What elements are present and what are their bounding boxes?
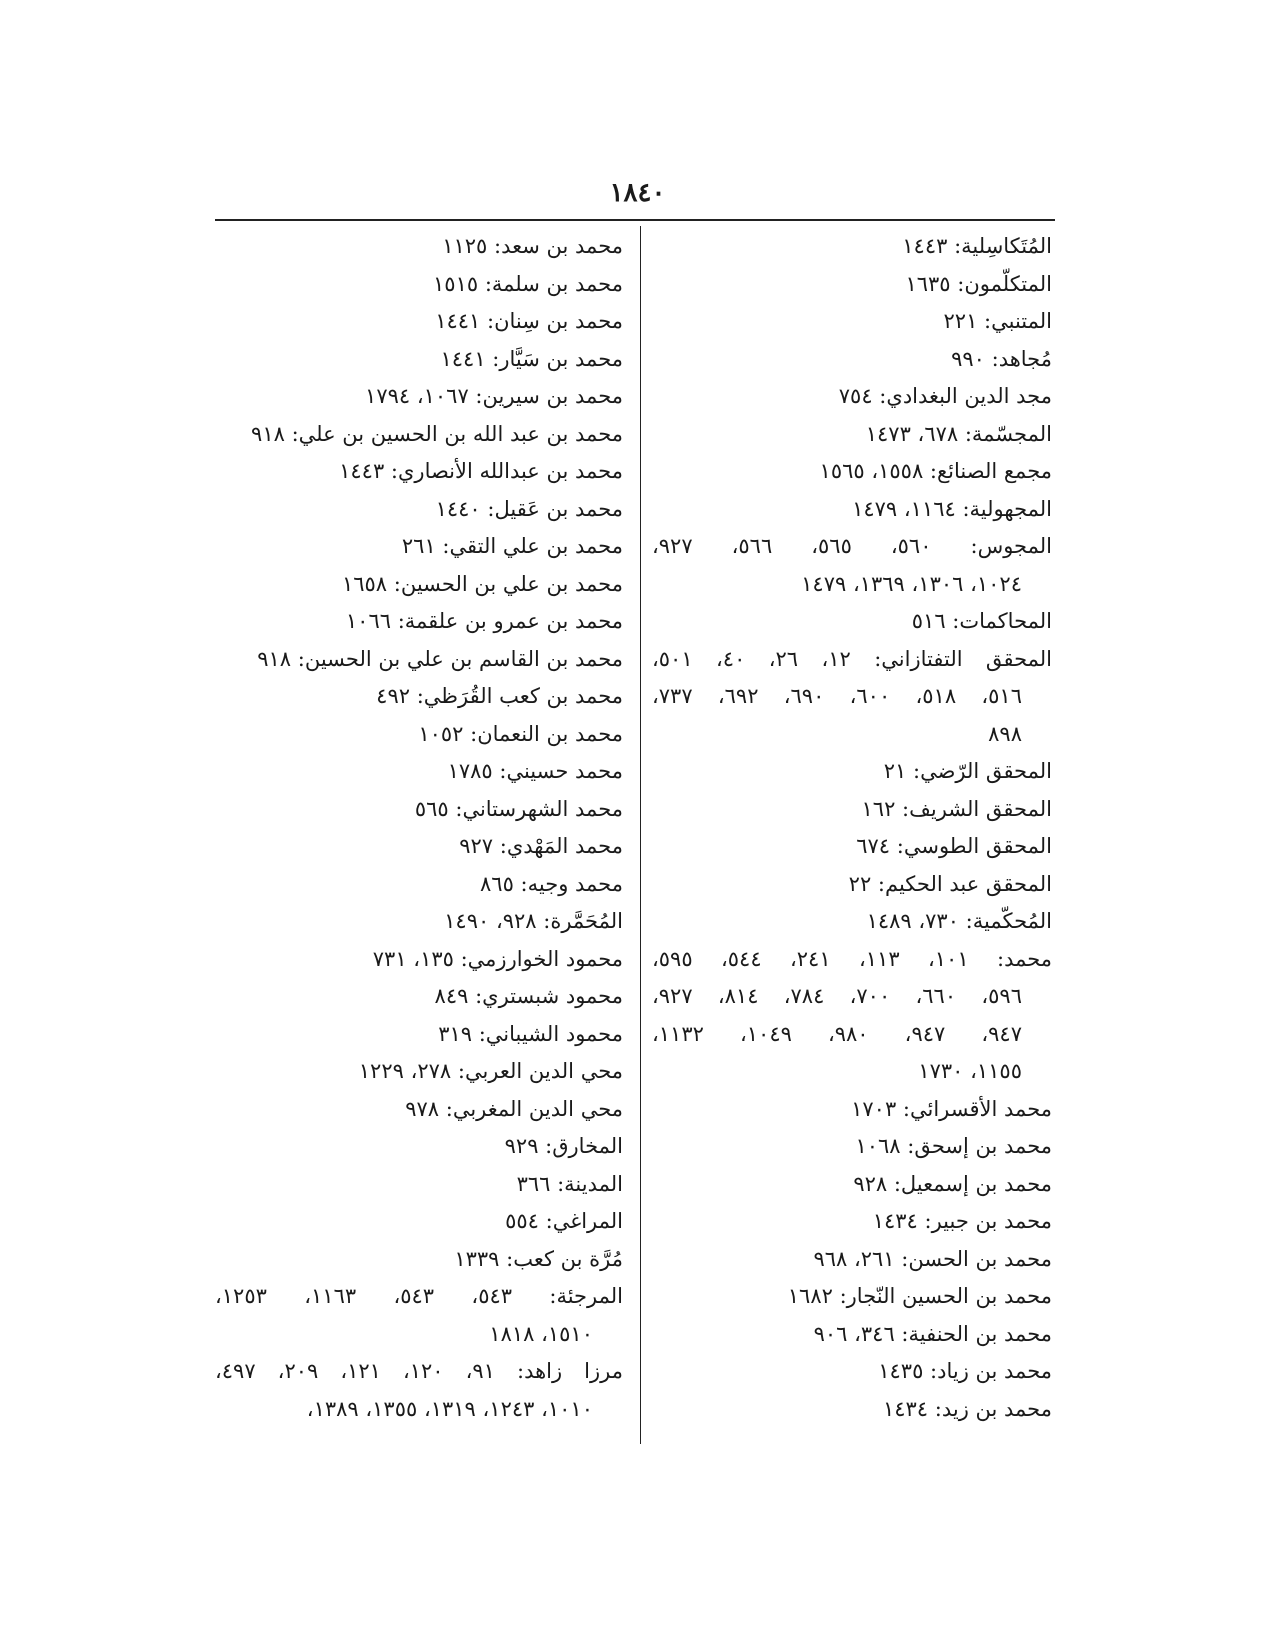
index-entry-heading: المخارق: ٩٢٩ [504,1134,623,1158]
index-entry-heading: محمد بن سَيَّار: ١٤٤١ [440,346,623,371]
index-entry [215,791,623,829]
page-number: ١٨٤٠ [609,178,666,208]
index-entry [215,1053,623,1091]
index-entry [215,1016,623,1054]
index-entry [215,1353,623,1428]
index-entry-heading: محمد بن إسحق: ١٠٦٨ [855,1134,1052,1158]
index-entry-continuation: ١٠١٠، ١٢٤٣، ١٣١٩، ١٣٥٥، ١٣٨٩، [306,1396,593,1421]
index-entry [215,941,623,979]
index-entry [215,903,623,941]
index-entry [215,491,623,529]
index-entry-heading: محمد بن علي التقي: ٢٦١ [401,534,623,558]
index-entry-heading: محمد بن عَقيل: ١٤٤٠ [435,496,623,521]
index-entry-heading: محمد بن كعب القُرَظي: ٤٩٢ [376,684,623,708]
index-entry [652,753,1052,791]
index-entry-continuation: ١١٥٥، ١٧٣٠ [918,1059,1022,1083]
index-entry [652,641,1052,754]
index-column-right [652,228,1052,1428]
index-entry-heading: مرزا زاهد: ٩١، ١٢٠، ١٢١، ٢٠٩، ٤٩٧، [215,1359,623,1383]
index-entry-heading: محمد بن زياد: ١٤٣٥ [878,1359,1052,1383]
index-entry [215,341,623,379]
index-entry-heading: محمد بن الحسين النّجار: ١٦٨٢ [787,1284,1052,1308]
index-entry [652,941,1052,1091]
index-entry [215,528,623,566]
index-entry-heading: محمد الشهرستاني: ٥٦٥ [414,796,623,821]
index-entry-heading: محمد: ١٠١، ١١٣، ٢٤١، ٥٤٤، ٥٩٥، [652,946,1053,971]
index-entry [215,1128,623,1166]
index-entry-heading: محمد بن علي بن الحسين: ١٦٥٨ [341,571,623,596]
index-entry [215,978,623,1016]
index-entry-continuation: ٨٩٨ [988,721,1022,746]
index-entry-heading: المحقق الطوسي: ٦٧٤ [856,834,1052,858]
index-entry [652,903,1052,941]
index-entry-heading: المحاكمات: ٥١٦ [911,609,1052,633]
index-entry-heading: مجد الدين البغدادي: ٧٥٤ [838,384,1052,408]
index-entry [652,866,1052,904]
index-entry [215,566,623,604]
index-entry-heading: محمد بن سِنان: ١٤٤١ [435,309,623,333]
index-entry [215,266,623,304]
index-entry [215,378,623,416]
index-entry-heading: المجسّمة: ٦٧٨، ١٤٧٣ [865,421,1052,446]
index-entry-heading: المجهولية: ١١٦٤، ١٤٧٩ [852,496,1052,521]
index-entry [215,678,623,716]
index-entry [652,791,1052,829]
index-entry [652,416,1052,454]
index-entry-continuation: ٩٤٧، ٩٤٧، ٩٨٠، ١٠٤٩، ١١٣٢، [652,1021,1022,1046]
index-entry-heading: محمد المَهْدي: ٩٢٧ [459,834,623,858]
index-entry-heading: المحقق الرّضي: ٢١ [883,759,1052,783]
index-entry [215,866,623,904]
index-entry-continuation: ٥٩٦، ٦٦٠، ٧٠٠، ٧٨٤، ٨١٤، ٩٢٧، [652,984,1022,1008]
index-entry-heading: محمد بن عبد الله بن الحسين بن علي: ٩١٨ [251,421,623,446]
index-entry [652,1353,1052,1391]
index-column-left [215,228,623,1428]
index-entry-heading: محمد بن سعد: ١١٢٥ [442,234,623,258]
index-entry-heading: المرجئة: ٥٤٣، ٥٤٣، ١١٦٣، ١٢٥٣، [215,1284,623,1308]
index-entry-heading: محمد حسيني: ١٧٨٥ [447,759,623,783]
index-entry [652,228,1052,266]
index-entry [215,716,623,754]
index-entry-heading: المُتَكاسِلية: ١٤٤٣ [902,234,1052,258]
index-entry [215,1203,623,1241]
index-entry-heading: محمد بن سلمة: ١٥١٥ [433,271,623,296]
index-entry-heading: محمد بن جبير: ١٤٣٤ [872,1209,1052,1233]
index-entry [215,1166,623,1204]
index-entry-heading: مُجاهد: ٩٩٠ [951,346,1052,371]
index-entry-heading: المتكلّمون: ١٦٣٥ [905,271,1052,296]
index-entry-heading: المجوس: ٥٦٠، ٥٦٥، ٥٦٦، ٩٢٧، [652,534,1052,558]
index-entry [652,378,1052,416]
index-entry [215,1278,623,1353]
index-entry [215,416,623,454]
index-entry [215,641,623,679]
index-entry [215,228,623,266]
index-entry-heading: محمود شبستري: ٨٤٩ [434,984,623,1008]
index-entry [652,828,1052,866]
index-entry-heading: محمد وجيه: ٨٦٥ [480,871,623,896]
index-entry-heading: المراغي: ٥٥٤ [505,1209,623,1233]
index-entry [652,603,1052,641]
index-entry-heading: محمد بن عبدالله الأنصاري: ١٤٤٣ [339,459,623,483]
index-entry-heading: محمود الشيباني: ٣١٩ [438,1021,623,1046]
index-entry [652,1203,1052,1241]
index-entry [215,603,623,641]
index-entry [652,491,1052,529]
index-entry-heading: محمد بن عمرو بن علقمة: ١٠٦٦ [345,609,623,633]
index-entry-heading: المحقق التفتازاني: ١٢، ٢٦، ٤٠، ٥٠١، [652,646,1053,671]
index-entry-heading: مُرَّة بن كعب: ١٣٣٩ [454,1246,623,1271]
index-entry-heading: المتنبي: ٢٢١ [943,309,1052,333]
index-entry-heading: محي الدين العربي: ٢٧٨، ١٢٢٩ [358,1059,623,1083]
index-entry [652,1316,1052,1354]
index-entry-continuation: ١٠٢٤، ١٣٠٦، ١٣٦٩، ١٤٧٩ [801,571,1022,596]
index-entry [652,1278,1052,1316]
index-entry-heading: محمد بن زيد: ١٤٣٤ [882,1396,1052,1421]
index-entry-heading: المحقق عبد الحكيم: ٢٢ [848,871,1052,896]
index-entry [215,303,623,341]
column-divider [640,226,641,1444]
header-rule [215,219,1055,221]
index-entry [652,1091,1052,1129]
index-entry-continuation: ٥١٦، ٥١٨، ٦٠٠، ٦٩٠، ٦٩٢، ٧٣٧، [652,684,1022,708]
index-entry-heading: محمد بن إسمعيل: ٩٢٨ [853,1171,1052,1196]
index-entry-heading: محمد الأقسرائي: ١٧٠٣ [851,1096,1052,1121]
index-entry-heading: المُحكّمية: ٧٣٠، ١٤٨٩ [866,909,1052,933]
index-entry [652,341,1052,379]
index-entry-continuation: ١٥١٠، ١٨١٨ [489,1321,593,1346]
index-entry-heading: محمد بن سيرين: ١٠٦٧، ١٧٩٤ [365,384,623,408]
index-entry [652,1128,1052,1166]
index-entry [652,528,1052,603]
index-entry [652,1391,1052,1429]
index-entry-heading: المُحَمَّرة: ٩٢٨، ١٤٩٠ [444,909,623,933]
index-entry-heading: المدينة: ٣٦٦ [516,1171,623,1196]
index-entry [652,266,1052,304]
index-entry [652,1241,1052,1279]
index-entry [215,753,623,791]
index-entry [652,303,1052,341]
index-entry-heading: محمد بن القاسم بن علي بن الحسين: ٩١٨ [257,646,623,671]
index-entry-heading: محمد بن النعمان: ١٠٥٢ [418,721,623,746]
index-entry [215,828,623,866]
index-entry [215,1091,623,1129]
index-entry-heading: محمد بن الحسن: ٢٦١، ٩٦٨ [813,1246,1052,1271]
index-entry-heading: محمد بن الحنفية: ٣٤٦، ٩٠٦ [813,1321,1052,1346]
index-entry [652,1166,1052,1204]
index-entry-heading: محمود الخوارزمي: ١٣٥، ٧٣١ [372,946,623,971]
index-entry [652,453,1052,491]
index-entry [215,453,623,491]
index-entry-heading: مجمع الصنائع: ١٥٥٨، ١٥٦٥ [819,459,1052,483]
index-entry-heading: المحقق الشريف: ١٦٢ [861,796,1052,821]
index-entry [215,1241,623,1279]
index-entry-heading: محي الدين المغربي: ٩٧٨ [405,1096,623,1121]
